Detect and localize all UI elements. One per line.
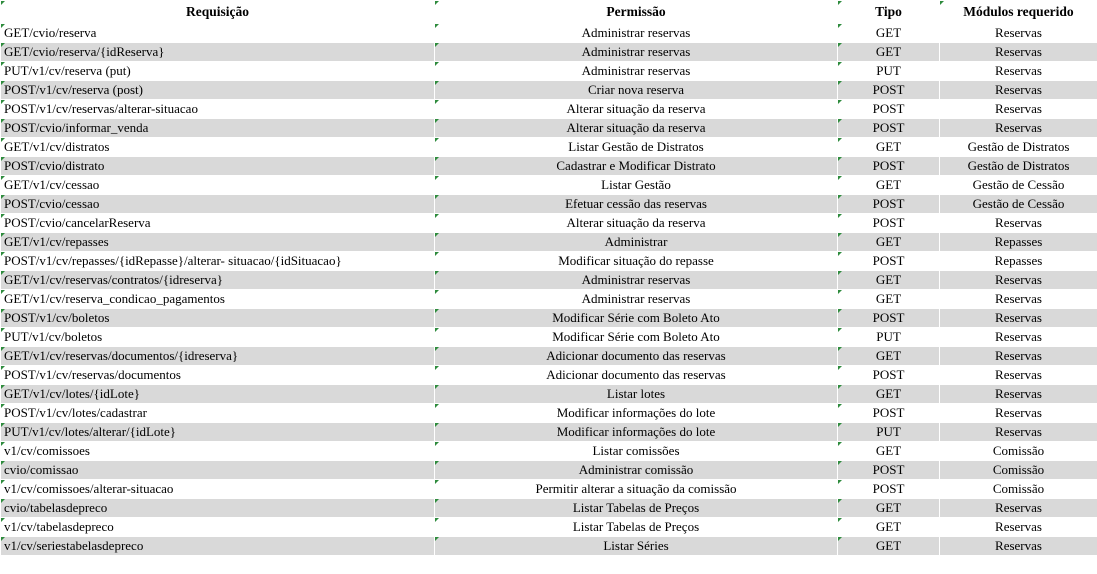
cell-tipo[interactable]: GET: [838, 518, 940, 537]
cell-modulo[interactable]: Reservas: [940, 385, 1097, 404]
table-row: [1, 385, 1097, 404]
cell-requisicao[interactable]: GET/cvio/reserva: [1, 24, 435, 43]
cell-requisicao[interactable]: GET/v1/cv/distratos: [1, 138, 435, 157]
cell-modulo[interactable]: Comissão: [940, 442, 1097, 461]
table-row: [1, 404, 1097, 423]
cell-permissao[interactable]: Modificar informações do lote: [435, 404, 838, 423]
table-row: [1, 499, 1097, 518]
cell-modulo[interactable]: Reservas: [940, 366, 1097, 385]
cell-requisicao[interactable]: v1/cv/tabelasdepreco: [1, 518, 435, 537]
cell-permissao[interactable]: Administrar reservas: [435, 290, 838, 309]
table-row: [1, 309, 1097, 328]
cell-requisicao[interactable]: PUT/v1/cv/reserva (put): [1, 62, 435, 81]
cell-modulo[interactable]: Reservas: [940, 62, 1097, 81]
cell-requisicao[interactable]: cvio/tabelasdepreco: [1, 499, 435, 518]
table-row: [1, 233, 1097, 252]
table-row: [1, 81, 1097, 100]
cell-modulo[interactable]: Gestão de Distratos: [940, 138, 1097, 157]
cell-permissao[interactable]: Adicionar documento das reservas: [435, 366, 838, 385]
cell-tipo[interactable]: PUT: [838, 62, 940, 81]
cell-permissao[interactable]: Listar Gestão de Distratos: [435, 138, 838, 157]
cell-modulo[interactable]: Repasses: [940, 233, 1097, 252]
table-row: [1, 423, 1097, 442]
cell-requisicao[interactable]: GET/v1/cv/reservas/contratos/{idreserva}: [1, 271, 435, 290]
table-row: [1, 119, 1097, 138]
cell-tipo[interactable]: POST: [838, 461, 940, 480]
table-row: [1, 442, 1097, 461]
cell-modulo[interactable]: Reservas: [940, 43, 1097, 62]
cell-modulo[interactable]: Reservas: [940, 423, 1097, 442]
cell-requisicao[interactable]: GET/v1/cv/reserva_condicao_pagamentos: [1, 290, 435, 309]
cell-tipo[interactable]: POST: [838, 404, 940, 423]
header-modulos[interactable]: Módulos requerido: [940, 1, 1097, 24]
cell-requisicao[interactable]: POST/v1/cv/reservas/alterar-situacao: [1, 100, 435, 119]
cell-permissao[interactable]: Modificar Série com Boleto Ato: [435, 309, 838, 328]
header-permissao[interactable]: Permissão: [435, 1, 838, 24]
header-row: [1, 1, 1097, 24]
table-body: [1, 24, 1097, 556]
table-row: [1, 62, 1097, 81]
cell-modulo[interactable]: Reservas: [940, 119, 1097, 138]
cell-requisicao[interactable]: GET/cvio/reserva/{idReserva}: [1, 43, 435, 62]
cell-modulo[interactable]: Comissão: [940, 480, 1097, 499]
cell-tipo[interactable]: GET: [838, 43, 940, 62]
cell-permissao[interactable]: Permitir alterar a situação da comissão: [435, 480, 838, 499]
cell-requisicao[interactable]: POST/cvio/cessao: [1, 195, 435, 214]
cell-permissao[interactable]: Listar comissões: [435, 442, 838, 461]
cell-tipo[interactable]: POST: [838, 309, 940, 328]
cell-requisicao[interactable]: POST/cvio/distrato: [1, 157, 435, 176]
cell-permissao[interactable]: Listar Séries: [435, 537, 838, 556]
cell-permissao[interactable]: Administrar reservas: [435, 43, 838, 62]
cell-modulo[interactable]: Reservas: [940, 499, 1097, 518]
cell-tipo[interactable]: GET: [838, 537, 940, 556]
table-row: [1, 157, 1097, 176]
header-requisicao[interactable]: Requisição: [1, 1, 435, 24]
cell-tipo[interactable]: POST: [838, 214, 940, 233]
cell-tipo[interactable]: POST: [838, 100, 940, 119]
cell-modulo[interactable]: Comissão: [940, 461, 1097, 480]
table-row: [1, 24, 1097, 43]
cell-requisicao[interactable]: POST/cvio/informar_venda: [1, 119, 435, 138]
cell-modulo[interactable]: Reservas: [940, 537, 1097, 556]
table-row: [1, 100, 1097, 119]
cell-permissao[interactable]: Criar nova reserva: [435, 81, 838, 100]
cell-tipo[interactable]: POST: [838, 119, 940, 138]
cell-requisicao[interactable]: cvio/comissao: [1, 461, 435, 480]
cell-requisicao[interactable]: POST/v1/cv/reserva (post): [1, 81, 435, 100]
table-row: [1, 328, 1097, 347]
cell-modulo[interactable]: Gestão de Cessão: [940, 195, 1097, 214]
table-row: [1, 271, 1097, 290]
cell-requisicao[interactable]: v1/cv/comissoes: [1, 442, 435, 461]
cell-modulo[interactable]: Reservas: [940, 290, 1097, 309]
cell-modulo[interactable]: Reservas: [940, 518, 1097, 537]
cell-permissao[interactable]: Adicionar documento das reservas: [435, 347, 838, 366]
cell-tipo[interactable]: POST: [838, 195, 940, 214]
cell-requisicao[interactable]: POST/v1/cv/boletos: [1, 309, 435, 328]
cell-permissao[interactable]: Administrar reservas: [435, 271, 838, 290]
cell-modulo[interactable]: Reservas: [940, 24, 1097, 43]
cell-requisicao[interactable]: POST/v1/cv/reservas/documentos: [1, 366, 435, 385]
table-row: [1, 214, 1097, 233]
cell-tipo[interactable]: GET: [838, 499, 940, 518]
cell-permissao[interactable]: Alterar situação da reserva: [435, 100, 838, 119]
table-row: [1, 480, 1097, 499]
cell-requisicao[interactable]: POST/v1/cv/lotes/cadastrar: [1, 404, 435, 423]
cell-permissao[interactable]: Modificar situação do repasse: [435, 252, 838, 271]
cell-permissao[interactable]: Administrar reservas: [435, 24, 838, 43]
table-row: [1, 43, 1097, 62]
cell-tipo[interactable]: GET: [838, 271, 940, 290]
cell-requisicao[interactable]: PUT/v1/cv/boletos: [1, 328, 435, 347]
table-row: [1, 366, 1097, 385]
cell-requisicao[interactable]: POST/v1/cv/repasses/{idRepasse}/alterar- situacao/{idSituacao}: [1, 252, 435, 271]
cell-modulo[interactable]: Reservas: [940, 309, 1097, 328]
cell-permissao[interactable]: Efetuar cessão das reservas: [435, 195, 838, 214]
cell-permissao[interactable]: Listar lotes: [435, 385, 838, 404]
cell-modulo[interactable]: Gestão de Distratos: [940, 157, 1097, 176]
cell-requisicao[interactable]: GET/v1/cv/cessao: [1, 176, 435, 195]
cell-tipo[interactable]: GET: [838, 290, 940, 309]
table-row: [1, 461, 1097, 480]
cell-requisicao[interactable]: v1/cv/seriestabelasdepreco: [1, 537, 435, 556]
cell-tipo[interactable]: GET: [838, 233, 940, 252]
table-row: [1, 176, 1097, 195]
cell-tipo[interactable]: GET: [838, 24, 940, 43]
cell-tipo[interactable]: POST: [838, 81, 940, 100]
cell-tipo[interactable]: POST: [838, 157, 940, 176]
table-row: [1, 252, 1097, 271]
cell-permissao[interactable]: Modificar informações do lote: [435, 423, 838, 442]
cell-modulo[interactable]: Repasses: [940, 252, 1097, 271]
table-row: [1, 290, 1097, 309]
cell-permissao[interactable]: Administrar: [435, 233, 838, 252]
cell-modulo[interactable]: Reservas: [940, 100, 1097, 119]
cell-tipo[interactable]: PUT: [838, 423, 940, 442]
cell-tipo[interactable]: GET: [838, 176, 940, 195]
cell-tipo[interactable]: POST: [838, 480, 940, 499]
cell-permissao[interactable]: Administrar reservas: [435, 62, 838, 81]
cell-tipo[interactable]: GET: [838, 385, 940, 404]
cell-modulo[interactable]: Reservas: [940, 81, 1097, 100]
cell-tipo[interactable]: GET: [838, 138, 940, 157]
cell-modulo[interactable]: Reservas: [940, 347, 1097, 366]
cell-tipo[interactable]: POST: [838, 252, 940, 271]
table-row: [1, 195, 1097, 214]
cell-permissao[interactable]: Alterar situação da reserva: [435, 119, 838, 138]
cell-requisicao[interactable]: v1/cv/comissoes/alterar-situacao: [1, 480, 435, 499]
table-row: [1, 518, 1097, 537]
cell-requisicao[interactable]: GET/v1/cv/reservas/documentos/{idreserva}: [1, 347, 435, 366]
cell-requisicao[interactable]: GET/v1/cv/repasses: [1, 233, 435, 252]
cell-requisicao[interactable]: GET/v1/cv/lotes/{idLote}: [1, 385, 435, 404]
cell-permissao[interactable]: Cadastrar e Modificar Distrato: [435, 157, 838, 176]
cell-requisicao[interactable]: PUT/v1/cv/lotes/alterar/{idLote}: [1, 423, 435, 442]
cell-permissao[interactable]: Administrar comissão: [435, 461, 838, 480]
cell-modulo[interactable]: Reservas: [940, 404, 1097, 423]
cell-modulo[interactable]: Reservas: [940, 214, 1097, 233]
table-row: [1, 537, 1097, 556]
cell-tipo[interactable]: GET: [838, 442, 940, 461]
header-tipo[interactable]: Tipo: [838, 1, 940, 24]
cell-modulo[interactable]: Gestão de Cessão: [940, 176, 1097, 195]
cell-modulo[interactable]: Reservas: [940, 328, 1097, 347]
table-row: [1, 138, 1097, 157]
cell-tipo[interactable]: PUT: [838, 328, 940, 347]
cell-permissao[interactable]: Alterar situação da reserva: [435, 214, 838, 233]
table-row: [1, 347, 1097, 366]
cell-permissao[interactable]: Listar Tabelas de Preços: [435, 499, 838, 518]
cell-tipo[interactable]: POST: [838, 366, 940, 385]
cell-permissao[interactable]: Listar Gestão: [435, 176, 838, 195]
cell-modulo[interactable]: Reservas: [940, 271, 1097, 290]
cell-permissao[interactable]: Listar Tabelas de Preços: [435, 518, 838, 537]
cell-tipo[interactable]: GET: [838, 347, 940, 366]
cell-requisicao[interactable]: POST/cvio/cancelarReserva: [1, 214, 435, 233]
cell-permissao[interactable]: Modificar Série com Boleto Ato: [435, 328, 838, 347]
